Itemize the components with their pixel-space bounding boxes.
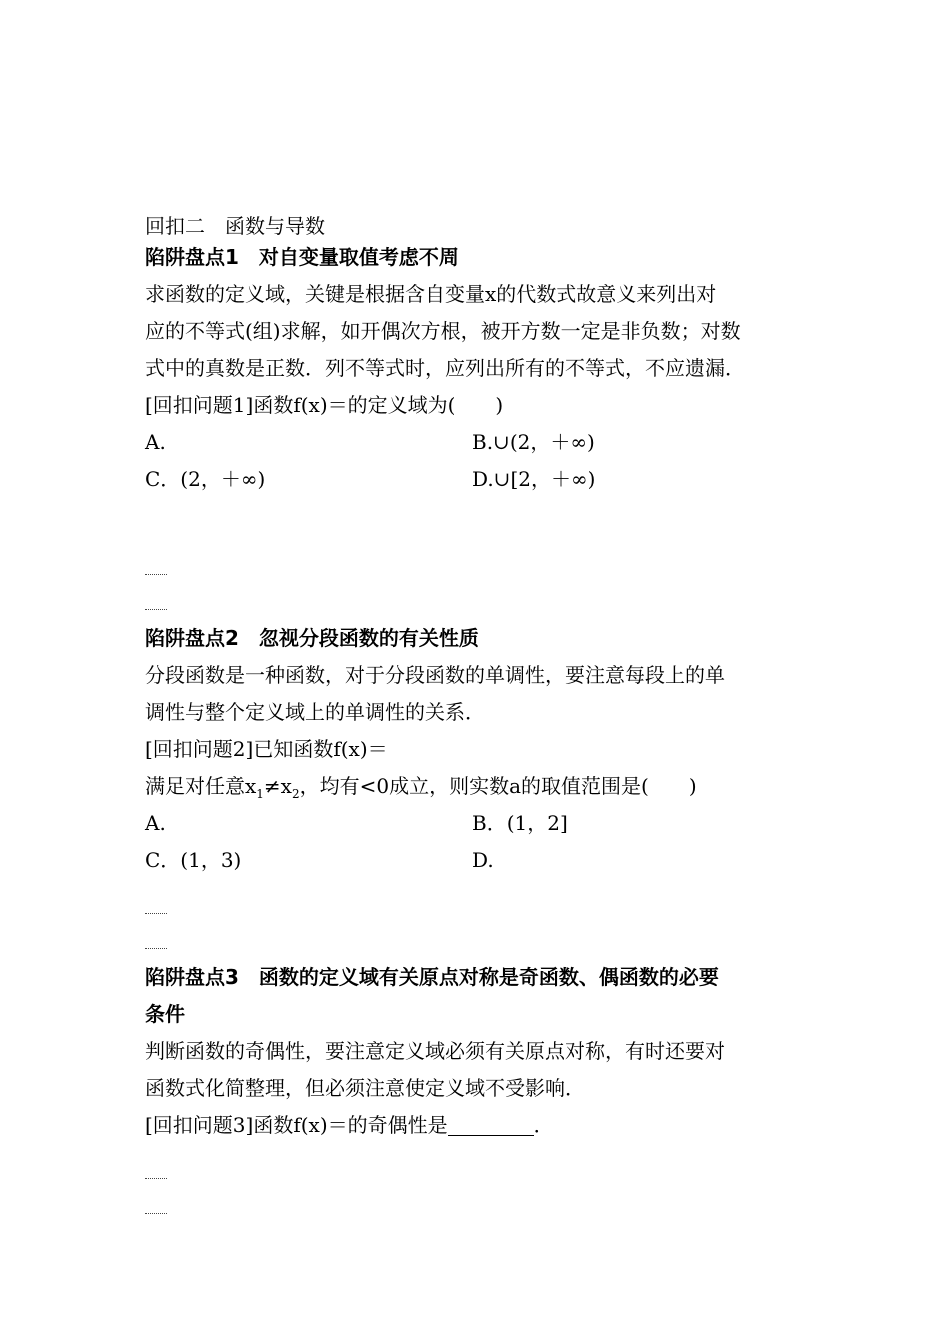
dotted-answer-line: [145, 1154, 810, 1189]
section-3-body-line: 函数式化简整理，但必须注意使定义域不受影响．: [145, 1076, 585, 1100]
option-c: C．(1，3): [145, 848, 242, 872]
section-3-body-line: 判断函数的奇偶性，要注意定义域必须有关原点对称，有时还要对: [145, 1039, 725, 1063]
chapter-heading: 回扣二 函数与导数: [145, 214, 325, 238]
section-2-title: 陷阱盘点2 忽视分段函数的有关性质: [145, 626, 479, 650]
answer-blank[interactable]: [448, 1115, 534, 1136]
section-2-body-line: 调性与整个定义域上的单调性的关系．: [145, 700, 485, 724]
section-2-body-line: 分段函数是一种函数，对于分段函数的单调性，要注意每段上的单: [145, 663, 725, 687]
dotted-answer-line: [145, 585, 810, 620]
question-2-options-row: [145, 842, 810, 879]
dotted-answer-line: [145, 889, 810, 924]
option-b: B.∪(2，＋∞): [472, 430, 595, 454]
question-3: [回扣问题3]函数f(x)＝的奇偶性是 ．: [145, 1113, 554, 1137]
section-1-body-line: 应的不等式(组)求解，如开偶次方根，被开方数一定是非负数；对数: [145, 319, 741, 343]
section-3-title-cont: 条件: [145, 1002, 185, 1026]
section-3-title: 陷阱盘点3 函数的定义域有关原点对称是奇函数、偶函数的必要: [145, 965, 719, 989]
content: [145, 213, 810, 1224]
question-2: [回扣问题2]已知函数f(x)＝: [145, 737, 388, 761]
question-2-condition: 满足对任意$x_1\ne x_2$，均有<0成立，则实数a的取值范围是( ): [145, 774, 697, 801]
option-a: A.: [145, 430, 166, 454]
question-1: [回扣问题1]函数f(x)＝的定义域为( ): [145, 393, 504, 417]
option-d: D.∪[2，＋∞): [472, 467, 596, 491]
dotted-answer-line: [145, 924, 810, 959]
question-1-options-row: [145, 424, 810, 461]
question-1-options-row: [145, 461, 810, 498]
dotted-answer-line: [145, 550, 810, 585]
section-1-title: 陷阱盘点1 对自变量取值考虑不周: [145, 245, 459, 269]
option-c: C．(2，＋∞): [145, 467, 266, 491]
question-2-options-row: [145, 805, 810, 842]
section-1-body-line: 式中的真数是正数．列不等式时，应列出所有的不等式，不应遗漏．: [145, 356, 745, 380]
option-a: A.: [145, 811, 166, 835]
option-b: B．(1，2]: [472, 811, 568, 835]
option-d: D.: [472, 848, 494, 872]
section-1-body-line: 求函数的定义域，关键是根据含自变量x的代数式故意义来列出对: [145, 282, 717, 306]
dotted-answer-line: [145, 1189, 810, 1224]
